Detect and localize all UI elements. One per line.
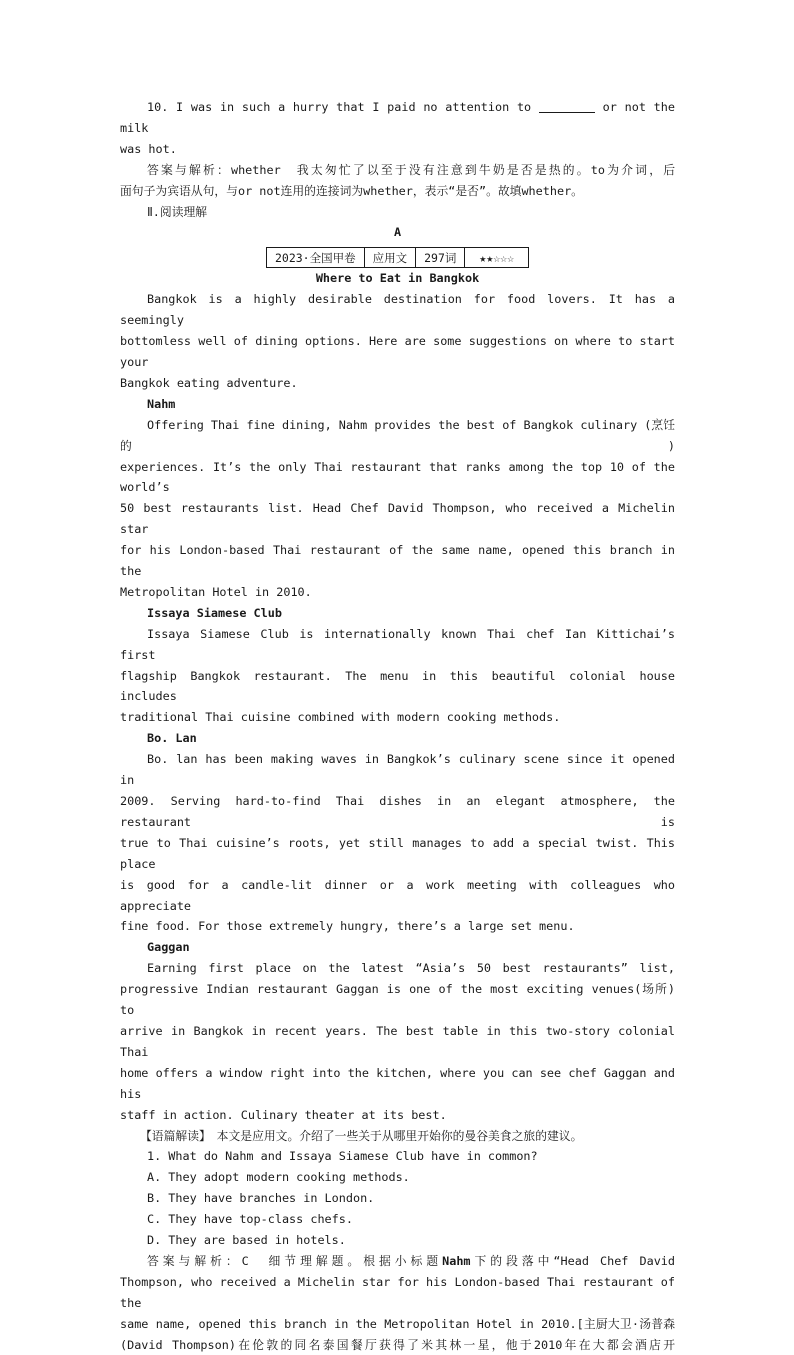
- issaya-line: Issaya Siamese Club is internationally known Thai chef Ian Kittichai’s first: [120, 626, 675, 662]
- question-1-option-b: B. They have branches in London.: [147, 1191, 375, 1206]
- nahm-line: for his London-based Thai restaurant of the same name, opened this branch in the: [120, 543, 675, 579]
- answer-1-line2: Thompson, who received a Michelin star for his London-based Thai restaurant of the: [120, 1274, 675, 1310]
- meta-source: 2023·全国甲卷: [266, 248, 364, 268]
- gaggan-line: home offers a window right into the kitchen, where you can see chef Gaggan and his: [120, 1065, 675, 1101]
- document-page: [120, 97, 675, 1355]
- question-1-option-c: C. They have top-class chefs.: [147, 1212, 353, 1227]
- q10-answer-line1: 答案与解析：whether 我太匆忙了以至于没有注意到牛奶是否是热的。to为介词，后: [147, 162, 675, 177]
- question-1-stem: 1. What do Nahm and Issaya Siamese Club have in common?: [147, 1149, 538, 1164]
- nahm-line: Metropolitan Hotel in 2010.: [120, 584, 312, 599]
- nahm-line: 50 best restaurants list. Head Chef David Thompson, who received a Michelin star: [120, 501, 675, 537]
- q10-blank: [539, 99, 595, 113]
- section-heading-gaggan: Gaggan: [147, 940, 190, 955]
- intro-line: Bangkok eating adventure.: [120, 375, 298, 390]
- meta-words: 297词: [416, 248, 465, 268]
- q10-line1: 10. I was in such a hurry that I paid no attention to or not the milk: [120, 100, 675, 135]
- issaya-line: traditional Thai cuisine combined with modern cooking methods.: [120, 710, 561, 725]
- gaggan-line: Earning first place on the latest “Asia’s 50 best restaurants” list,: [147, 961, 675, 976]
- section-heading-bolan: Bo. Lan: [147, 731, 197, 746]
- passage-meta-box: [120, 247, 675, 268]
- section-heading-nahm: Nahm: [147, 396, 176, 411]
- meta-genre: 应用文: [364, 248, 416, 268]
- question-1-option-d: D. They are based in hotels.: [147, 1233, 346, 1248]
- question-1-option-a: A. They adopt modern cooking methods.: [147, 1170, 410, 1185]
- gaggan-line: staff in action. Culinary theater at its best.: [120, 1107, 447, 1122]
- answer-1-line4: (David Thompson)在伦敦的同名泰国餐厅获得了米其林一星，他于2010年在大都会酒店开: [120, 1337, 675, 1352]
- bolan-line: true to Thai cuisine’s roots, yet still manages to add a special twist. This place: [120, 835, 675, 871]
- issaya-line: flagship Bangkok restaurant. The menu in this beautiful colonial house includes: [120, 668, 675, 704]
- bolan-line: Bo. lan has been making waves in Bangkok’s culinary scene since it opened in: [120, 752, 675, 788]
- gaggan-line: arrive in Bangkok in recent years. The best table in this two-story colonial Thai: [120, 1023, 675, 1059]
- nahm-line: Offering Thai fine dining, Nahm provides the best of Bangkok culinary (烹饪的): [120, 417, 675, 453]
- passage-label: A: [393, 225, 402, 240]
- section-heading-issaya: Issaya Siamese Club: [147, 605, 282, 620]
- answer-1-line3: same name, opened this branch in the Metropolitan Hotel in 2010.[主厨大卫·汤普森: [120, 1316, 675, 1331]
- meta-difficulty: ★★☆☆☆: [465, 248, 529, 268]
- q10-line2: was hot.: [120, 141, 177, 156]
- intro-line: bottomless well of dining options. Here are some suggestions on where to start your: [120, 334, 675, 369]
- bolan-line: is good for a candle-lit dinner or a work meeting with colleagues who appreciate: [120, 877, 675, 913]
- nahm-line: experiences. It’s the only Thai restaurant that ranks among the top 10 of the world’s: [120, 459, 675, 495]
- passage-title: Where to Eat in Bangkok: [315, 271, 480, 286]
- intro-line: Bangkok is a highly desirable destination for food lovers. It has a seemingly: [120, 292, 675, 328]
- answer-1-line1: 答案与解析：C 细节理解题。根据小标题Nahm下的段落中“Head Chef David: [147, 1253, 676, 1268]
- bolan-line: 2009. Serving hard-to-find Thai dishes in an elegant atmosphere, the restaurant is: [120, 794, 675, 829]
- section-heading: Ⅱ.阅读理解: [147, 204, 208, 219]
- q10-answer-line2: 面句子为宾语从句，与or not连用的连接词为whether，表示“是否”。故填whether。: [120, 183, 583, 198]
- bolan-line: fine food. For those extremely hungry, there’s a large set menu.: [120, 919, 575, 934]
- passage-analysis: 【语篇解读】 本文是应用文。介绍了一些关于从哪里开始你的曼谷美食之旅的建议。: [140, 1128, 583, 1143]
- gaggan-line: progressive Indian restaurant Gaggan is one of the most exciting venues(场所) to: [120, 982, 675, 1018]
